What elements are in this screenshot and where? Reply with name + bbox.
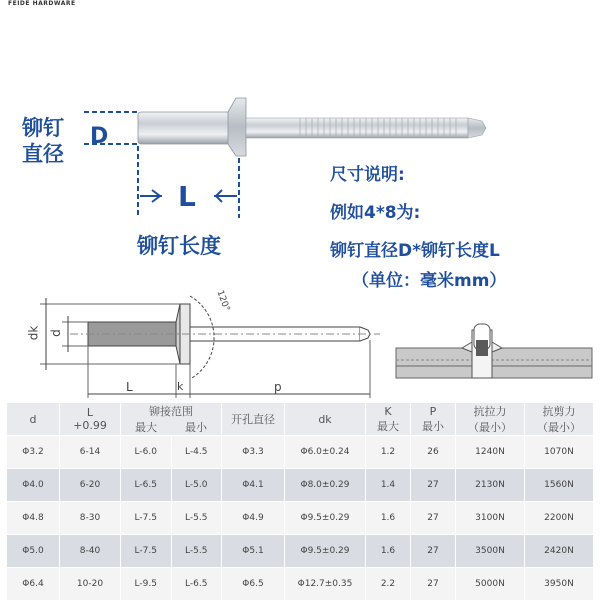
table-cell: 27	[411, 568, 456, 601]
table-cell: L-5.5	[171, 502, 222, 535]
table-cell: Φ4.0	[7, 469, 60, 502]
table-cell: Φ6.5	[222, 568, 285, 601]
table-cell: 3100N	[456, 502, 525, 535]
table-cell: 1.4	[366, 469, 411, 502]
table-cell: 6-14	[60, 436, 121, 469]
rivet-body	[138, 112, 230, 144]
table-row	[7, 535, 594, 568]
th-d: d	[7, 403, 60, 436]
table-cell: L-5.5	[171, 535, 222, 568]
table-cell: Φ4.8	[7, 502, 60, 535]
cross-section-drawing	[396, 324, 592, 378]
th-range: 铆接范围 最大 最小	[121, 403, 222, 436]
table-cell: 1.2	[366, 436, 411, 469]
table-cell: L-6.5	[121, 469, 172, 502]
table-cell: 27	[411, 469, 456, 502]
brand-logo-text: FEIDE HARDWARE	[8, 0, 76, 7]
length-symbol-L: L	[178, 180, 196, 213]
drawing-p-label: p	[274, 380, 282, 394]
table-cell: L-5.0	[171, 469, 222, 502]
table-cell: Φ4.1	[222, 469, 285, 502]
table-cell: Φ5.0	[7, 535, 60, 568]
table-cell: L-7.5	[121, 535, 172, 568]
table-cell: Φ6.4	[7, 568, 60, 601]
table-cell: 5000N	[456, 568, 525, 601]
table-cell: Φ12.7±0.35	[285, 568, 366, 601]
table-cell: L-6.5	[171, 568, 222, 601]
note-line-1: 尺寸说明:	[330, 165, 405, 185]
drawing-d-label: d	[48, 329, 63, 337]
note-line-2: 例如4*8为:	[330, 203, 421, 223]
table-cell: Φ5.1	[222, 535, 285, 568]
table-cell: 2.2	[366, 568, 411, 601]
th-K: K 最大	[366, 403, 411, 436]
table-row	[7, 502, 594, 535]
table-cell: L-9.5	[121, 568, 172, 601]
table-row	[7, 436, 594, 469]
table-cell: 27	[411, 502, 456, 535]
table-cell: 8-40	[60, 535, 121, 568]
spec-table	[6, 402, 594, 601]
table-cell: 2130N	[456, 469, 525, 502]
table-cell: 3950N	[525, 568, 594, 601]
table-header-row	[7, 403, 594, 436]
table-cell: Φ3.2	[7, 436, 60, 469]
table-cell: L-7.5	[121, 502, 172, 535]
table-cell: 1.6	[366, 502, 411, 535]
table-cell: 8-30	[60, 502, 121, 535]
table-cell: Φ9.5±0.29	[285, 502, 366, 535]
diameter-symbol-D: D	[90, 124, 109, 149]
note-line-4: （单位：毫米mm）	[352, 271, 507, 291]
table-cell: 26	[411, 436, 456, 469]
drawing-L-label: L	[126, 380, 133, 394]
table-cell: Φ6.0±0.24	[285, 436, 366, 469]
note-line-3: 铆钉直径D*铆钉长度L	[330, 241, 500, 261]
table-row	[7, 469, 594, 502]
table-cell: 2200N	[525, 502, 594, 535]
table-cell: Φ8.0±0.29	[285, 469, 366, 502]
table-cell: Φ3.3	[222, 436, 285, 469]
drawing-angle-label: 120°	[214, 289, 232, 313]
table-row	[7, 568, 594, 601]
drawing-k-label: k	[177, 380, 184, 393]
table-cell: 1.6	[366, 535, 411, 568]
th-L: L +0.99	[60, 403, 121, 436]
rivet-mandrel	[246, 118, 468, 138]
th-hole: 开孔直径	[222, 403, 285, 436]
table-cell: 2420N	[525, 535, 594, 568]
table-cell: 27	[411, 535, 456, 568]
table-cell: 6-20	[60, 469, 121, 502]
th-tensile: 抗拉力 （最小）	[456, 403, 525, 436]
table-cell: L-4.5	[171, 436, 222, 469]
th-shear: 抗剪力 （最小）	[525, 403, 594, 436]
table-cell: 1240N	[456, 436, 525, 469]
rivet-diameter-label-1: 铆钉	[22, 116, 64, 140]
table-cell: Φ9.5±0.29	[285, 535, 366, 568]
table-cell: 10-20	[60, 568, 121, 601]
rivet-diameter-label-2: 直径	[22, 142, 64, 166]
rivet-length-label: 铆钉长度	[137, 234, 221, 258]
th-dk: dk	[285, 403, 366, 436]
table-cell: 1560N	[525, 469, 594, 502]
table-cell: 3500N	[456, 535, 525, 568]
drawing-dk-label: dk	[26, 325, 41, 341]
table-cell: Φ4.9	[222, 502, 285, 535]
rivet-head	[228, 98, 246, 156]
th-P: P 最小	[411, 403, 456, 436]
table-cell: L-6.0	[121, 436, 172, 469]
table-cell: 1070N	[525, 436, 594, 469]
